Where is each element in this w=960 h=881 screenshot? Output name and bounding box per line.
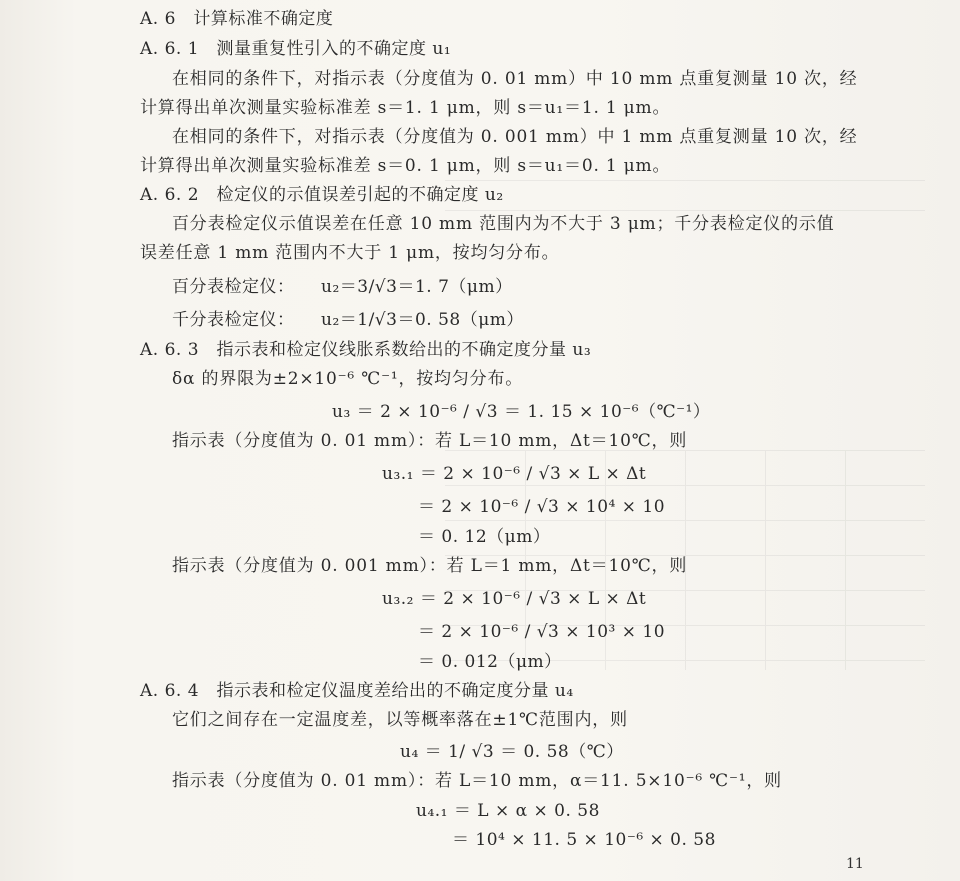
paragraph-line: 在相同的条件下，对指示表（分度值为 0. 01 mm）中 10 mm 点重复测量 10 次，经 [172, 69, 858, 89]
formula-line: ＝ 10⁴ × 11. 5 × 10⁻⁶ × 0. 58 [452, 830, 716, 850]
formula-line: 百分表检定仪： u₂＝3/√3＝1. 7（μm） [172, 277, 513, 297]
paragraph-line: 计算得出单次测量实验标准差 s＝0. 1 μm，则 s＝u₁＝0. 1 μm。 [140, 156, 671, 176]
paragraph-line: 在相同的条件下，对指示表（分度值为 0. 001 mm）中 1 mm 点重复测量 10 次，经 [172, 127, 858, 147]
paragraph-line: 指示表（分度值为 0. 01 mm）：若 L＝10 mm，α＝11. 5×10⁻⁶ ℃⁻¹，则 [172, 771, 782, 791]
paragraph-line: 指示表（分度值为 0. 01 mm）：若 L＝10 mm，Δt＝10℃，则 [172, 431, 688, 451]
paragraph-line: 指示表（分度值为 0. 001 mm）：若 L＝1 mm，Δt＝10℃，则 [172, 556, 688, 576]
formula-line: u₄.₁ ＝ L × α × 0. 58 [416, 801, 600, 821]
formula-line: ＝ 2 × 10⁻⁶ / √3 × 10⁴ × 10 [418, 497, 666, 517]
paragraph-line: 百分表检定仪示值误差在任意 10 mm 范围内为不大于 3 μm；千分表检定仪的示值 [172, 214, 835, 234]
formula-line: u₃.₂ ＝ 2 × 10⁻⁶ / √3 × L × Δt [382, 589, 647, 609]
formula-line: ＝ 0. 12（μm） [418, 527, 551, 547]
subsection-heading-a62: A. 6. 2 检定仪的示值误差引起的不确定度 u₂ [140, 185, 504, 205]
formula-line: ＝ 2 × 10⁻⁶ / √3 × 10³ × 10 [418, 622, 666, 642]
subsection-heading-a64: A. 6. 4 指示表和检定仪温度差给出的不确定度分量 u₄ [140, 681, 574, 701]
formula-line: ＝ 0. 012（μm） [418, 652, 562, 672]
paragraph-line: 计算得出单次测量实验标准差 s＝1. 1 μm，则 s＝u₁＝1. 1 μm。 [140, 98, 671, 118]
paragraph-line: 误差任意 1 mm 范围内不大于 1 μm，按均匀分布。 [140, 243, 560, 263]
formula-line: u₄ ＝ 1/ √3 ＝ 0. 58（℃） [400, 742, 624, 762]
formula-line: u₃.₁ ＝ 2 × 10⁻⁶ / √3 × L × Δt [382, 464, 647, 484]
paragraph-line: δα 的界限为±2×10⁻⁶ ℃⁻¹，按均匀分布。 [172, 369, 524, 389]
paragraph-line: 它们之间存在一定温度差，以等概率落在±1℃范围内，则 [172, 710, 628, 730]
page-number: 11 [846, 856, 864, 872]
subsection-heading-a63: A. 6. 3 指示表和检定仪线胀系数给出的不确定度分量 u₃ [140, 340, 592, 360]
section-heading-a6: A. 6 计算标准不确定度 [140, 9, 334, 29]
formula-line: u₃ ＝ 2 × 10⁻⁶ / √3 ＝ 1. 15 × 10⁻⁶（℃⁻¹） [332, 402, 711, 422]
subsection-heading-a61: A. 6. 1 测量重复性引入的不确定度 u₁ [140, 39, 452, 59]
formula-line: 千分表检定仪： u₂＝1/√3＝0. 58（μm） [172, 310, 524, 330]
